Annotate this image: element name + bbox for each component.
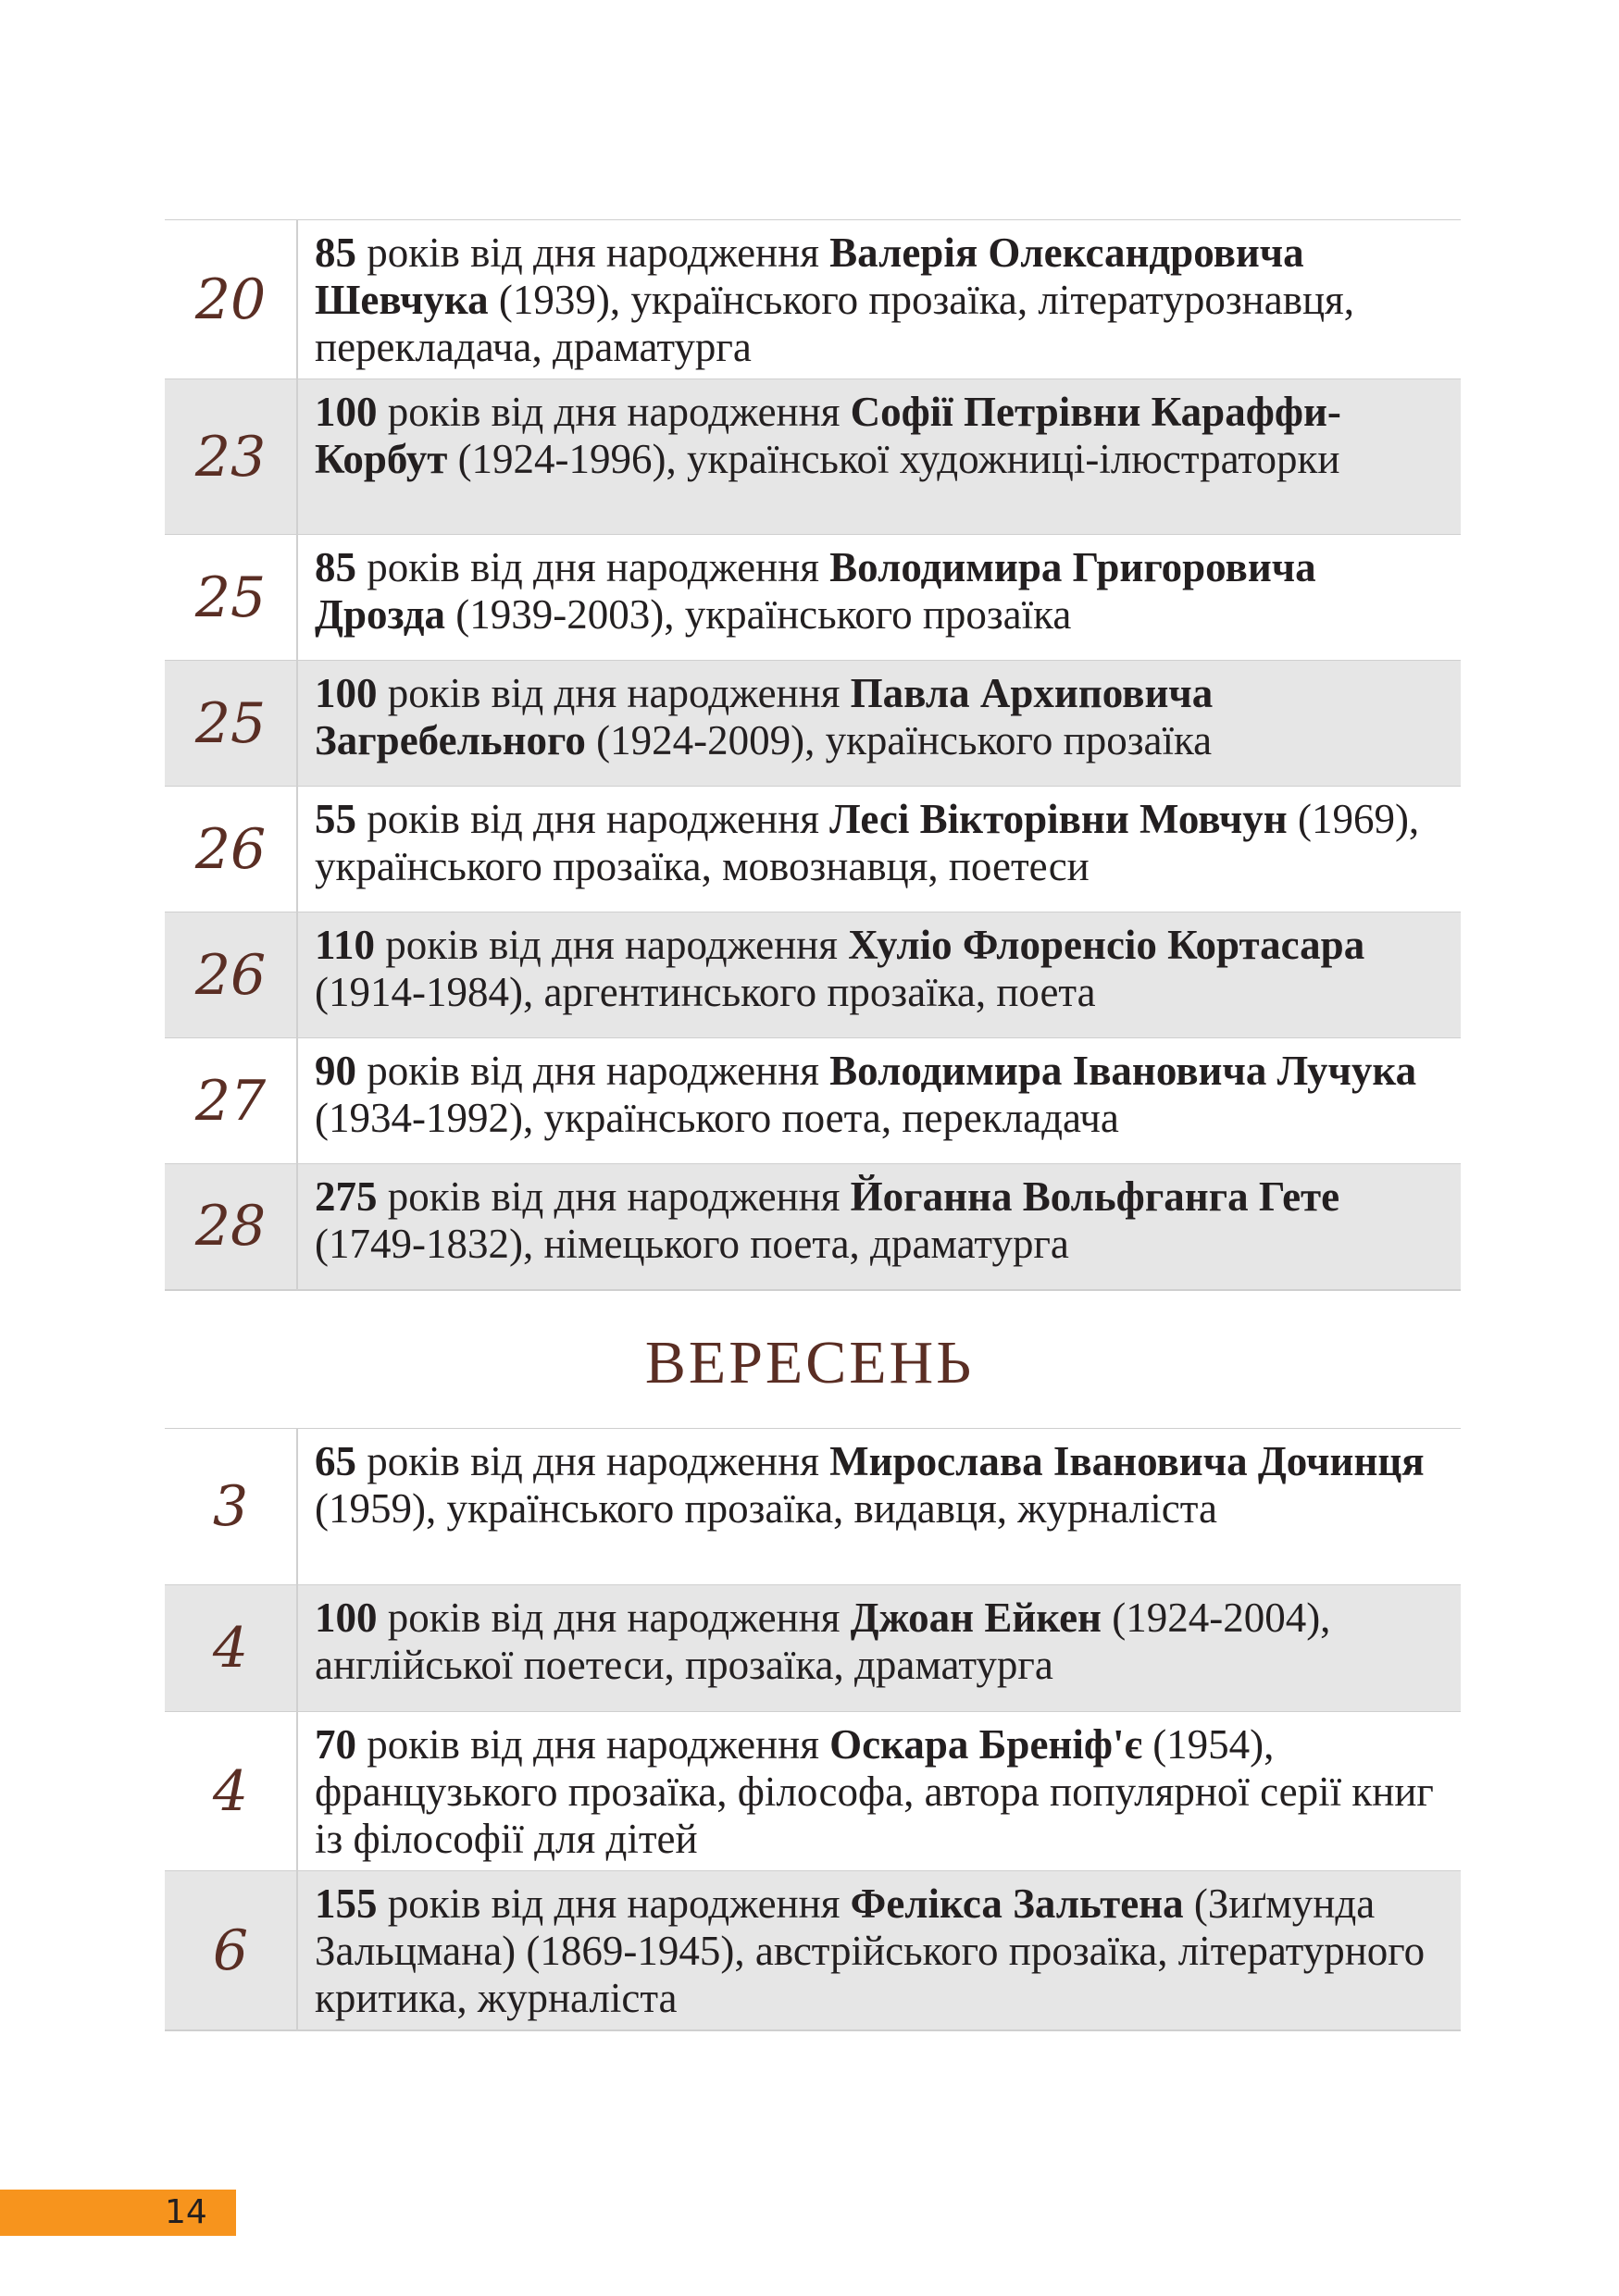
entry-rest: (1749-1832), німецького поета, драматурга bbox=[315, 1221, 1069, 1267]
entry-day: 20 bbox=[165, 220, 297, 379]
entry-day: 26 bbox=[165, 787, 297, 912]
entry-mid: років від дня народження bbox=[377, 389, 851, 435]
entry-day: 23 bbox=[165, 379, 297, 535]
table-row bbox=[165, 1871, 1461, 2031]
table-row bbox=[165, 1038, 1461, 1164]
entry-name: Джоан Ейкен bbox=[850, 1595, 1102, 1641]
entry-name: Валерія Олександровича Шевчука bbox=[315, 230, 1304, 323]
table-row bbox=[165, 1585, 1461, 1712]
entry-name: Володимира Івановича Лучука bbox=[829, 1048, 1417, 1094]
entry-text bbox=[297, 1712, 1461, 1871]
september-table bbox=[165, 1428, 1461, 2031]
entry-years: 55 bbox=[315, 796, 356, 842]
entry-rest: (1939-2003), українського прозаїка bbox=[445, 591, 1072, 638]
entry-rest: (1924-2004), англійської поетеси, прозаїка, драматурга bbox=[315, 1595, 1331, 1688]
entry-day: 28 bbox=[165, 1164, 297, 1290]
table-row bbox=[165, 1429, 1461, 1585]
entry-mid: років від дня народження bbox=[356, 1048, 830, 1094]
entry-mid: років від дня народження bbox=[356, 1438, 830, 1484]
entry-mid: років від дня народження bbox=[356, 230, 830, 276]
entry-years: 85 bbox=[315, 544, 356, 590]
entry-rest: (1934-1992), українського поета, перекладача bbox=[315, 1095, 1119, 1141]
entry-rest: (1969), українського прозаїка, мовознавця, поетеси bbox=[315, 796, 1420, 889]
entry-rest: (1954), французького прозаїка, філософа, автора популярної серії книг із філософії для дітей bbox=[315, 1721, 1434, 1862]
entry-rest: (1914-1984), аргентинського прозаїка, поета bbox=[315, 969, 1096, 1015]
table-row bbox=[165, 535, 1461, 661]
entry-years: 85 bbox=[315, 230, 356, 276]
entry-name: Софії Петрівни Караффи-Корбут bbox=[315, 389, 1341, 482]
entry-years: 70 bbox=[315, 1721, 356, 1768]
table-row bbox=[165, 912, 1461, 1038]
entry-day: 25 bbox=[165, 535, 297, 661]
entry-name: Павла Архиповича Загребельного bbox=[315, 670, 1214, 763]
entry-name: Фелікса Зальтена bbox=[850, 1880, 1184, 1927]
table-row bbox=[165, 661, 1461, 787]
august-table bbox=[165, 219, 1461, 1291]
entry-years: 65 bbox=[315, 1438, 356, 1484]
entry-text bbox=[297, 661, 1461, 787]
entry-name: Мирослава Івановича Дочинця bbox=[829, 1438, 1425, 1484]
entry-mid: років від дня народження bbox=[356, 796, 830, 842]
entry-mid: років від дня народження bbox=[356, 1721, 830, 1768]
table-row bbox=[165, 1712, 1461, 1871]
entry-day: 4 bbox=[165, 1585, 297, 1712]
entry-mid: років від дня народження bbox=[377, 1595, 851, 1641]
page-number-bar bbox=[0, 2190, 236, 2236]
entry-text bbox=[297, 912, 1461, 1038]
entry-name: Лесі Вікторівни Мовчун bbox=[829, 796, 1288, 842]
entry-text bbox=[297, 535, 1461, 661]
month-heading: ВЕРЕСЕНЬ bbox=[644, 1329, 975, 1396]
entry-name: Хуліо Флоренсіо Кортасара bbox=[848, 922, 1365, 968]
entry-name: Володимира Григоровича Дрозда bbox=[315, 544, 1316, 638]
entry-years: 110 bbox=[315, 922, 376, 968]
entry-text bbox=[297, 1429, 1461, 1585]
entry-mid: років від дня народження bbox=[356, 544, 830, 590]
entry-text bbox=[297, 1164, 1461, 1290]
entry-rest: (1924-2009), українського прозаїка bbox=[585, 717, 1213, 763]
entry-rest: (Зиґмунда Зальцмана) (1869-1945), австрійського прозаїка, літературного критика, журналіста bbox=[315, 1880, 1426, 2021]
entry-day: 3 bbox=[165, 1429, 297, 1585]
entry-name: Йоганна Вольфганга Гете bbox=[850, 1173, 1340, 1220]
table-row bbox=[165, 220, 1461, 379]
entry-mid: років від дня народження bbox=[377, 670, 851, 716]
entry-text bbox=[297, 220, 1461, 379]
entry-rest: (1959), українського прозаїка, видавця, журналіста bbox=[315, 1485, 1217, 1532]
table-row bbox=[165, 787, 1461, 912]
entry-mid: років від дня народження bbox=[377, 1173, 851, 1220]
entry-rest: (1939), українського прозаїка, літературознавця, перекладача, драматурга bbox=[315, 277, 1354, 370]
entry-day: 6 bbox=[165, 1871, 297, 2031]
entry-years: 100 bbox=[315, 1595, 378, 1641]
table-row bbox=[165, 1164, 1461, 1290]
entry-text bbox=[297, 379, 1461, 535]
entry-day: 25 bbox=[165, 661, 297, 787]
entry-day: 26 bbox=[165, 912, 297, 1038]
entry-day: 4 bbox=[165, 1712, 297, 1871]
entry-mid: років від дня народження bbox=[375, 922, 849, 968]
entry-text bbox=[297, 1038, 1461, 1164]
entry-years: 275 bbox=[315, 1173, 378, 1220]
entry-text bbox=[297, 787, 1461, 912]
page-number: 14 bbox=[165, 2193, 207, 2231]
entry-mid: років від дня народження bbox=[377, 1880, 851, 1927]
entry-years: 90 bbox=[315, 1048, 356, 1094]
entry-text bbox=[297, 1871, 1461, 2031]
entry-years: 100 bbox=[315, 389, 378, 435]
entry-text bbox=[297, 1585, 1461, 1712]
entry-rest: (1924-1996), української художниці-ілюстраторки bbox=[447, 436, 1340, 482]
entry-years: 100 bbox=[315, 670, 378, 716]
entry-day: 27 bbox=[165, 1038, 297, 1164]
entry-years: 155 bbox=[315, 1880, 378, 1927]
entry-name: Оскара Бреніф'є bbox=[829, 1721, 1142, 1768]
table-row bbox=[165, 379, 1461, 535]
